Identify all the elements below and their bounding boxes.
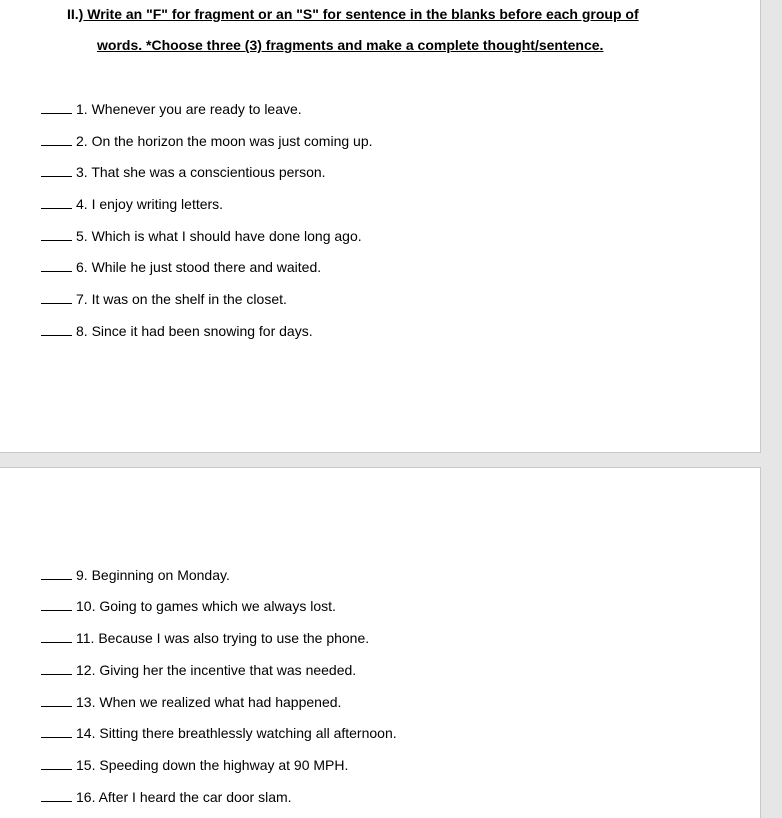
list-item: [41, 788, 292, 806]
item-text: 10. Going to games which we always lost.: [76, 598, 336, 614]
item-text: 5. Which is what I should have done long ago.: [76, 228, 362, 244]
item-text: 9. Beginning on Monday.: [76, 567, 230, 583]
answer-blank[interactable]: [41, 196, 72, 209]
instructions-heading-line-1: [67, 6, 639, 22]
item-text: 6. While he just stood there and waited.: [76, 259, 322, 275]
instructions-text-1: Write an "F" for fragment or an "S" for sentence in the blanks before each group of: [83, 6, 639, 22]
list-item: [41, 724, 397, 742]
item-text: 12. Giving her the incentive that was needed.: [76, 662, 357, 678]
item-text: 11. Because I was also trying to use the phone.: [76, 630, 370, 646]
answer-blank[interactable]: [41, 133, 72, 146]
answer-blank[interactable]: [41, 323, 72, 336]
item-text: 1. Whenever you are ready to leave.: [76, 101, 302, 117]
list-item: [41, 100, 302, 118]
list-item: [41, 227, 362, 245]
list-item: [41, 629, 369, 647]
instructions-text-2: words. *Choose three (3) fragments and make a complete thought/sentence.: [97, 37, 604, 53]
answer-blank[interactable]: [41, 662, 72, 675]
answer-blank[interactable]: [41, 164, 72, 177]
answer-blank[interactable]: [41, 694, 72, 707]
answer-blank[interactable]: [41, 789, 72, 802]
answer-blank[interactable]: [41, 757, 72, 770]
answer-blank[interactable]: [41, 725, 72, 738]
section-number: II.): [67, 6, 84, 22]
item-text: 3. That she was a conscientious person.: [76, 164, 326, 180]
list-item: [41, 258, 321, 276]
answer-blank[interactable]: [41, 567, 72, 580]
item-text: 13. When we realized what had happened.: [76, 694, 342, 710]
answer-blank[interactable]: [41, 259, 72, 272]
answer-blank[interactable]: [41, 598, 72, 611]
list-item: [41, 661, 356, 679]
list-item: [41, 290, 287, 308]
answer-blank[interactable]: [41, 228, 72, 241]
item-text: 7. It was on the shelf in the closet.: [76, 291, 287, 307]
list-item: [41, 132, 373, 150]
answer-blank[interactable]: [41, 101, 72, 114]
item-text: 14. Sitting there breathlessly watching all afternoon.: [76, 725, 397, 741]
list-item: [41, 163, 326, 181]
list-item: [41, 756, 348, 774]
list-item: [41, 195, 223, 213]
item-text: 4. I enjoy writing letters.: [76, 196, 224, 212]
list-item: [41, 322, 313, 340]
list-item: [41, 597, 336, 615]
list-item: [41, 693, 341, 711]
item-text: 16. After I heard the car door slam.: [76, 789, 292, 805]
item-text: 8. Since it had been snowing for days.: [76, 323, 313, 339]
item-text: 2. On the horizon the moon was just coming up.: [76, 133, 373, 149]
list-item: [41, 566, 230, 584]
item-text: 15. Speeding down the highway at 90 MPH.: [76, 757, 349, 773]
answer-blank[interactable]: [41, 630, 72, 643]
document-page-2: [0, 467, 761, 818]
instructions-heading-line-2: [97, 37, 603, 53]
answer-blank[interactable]: [41, 291, 72, 304]
